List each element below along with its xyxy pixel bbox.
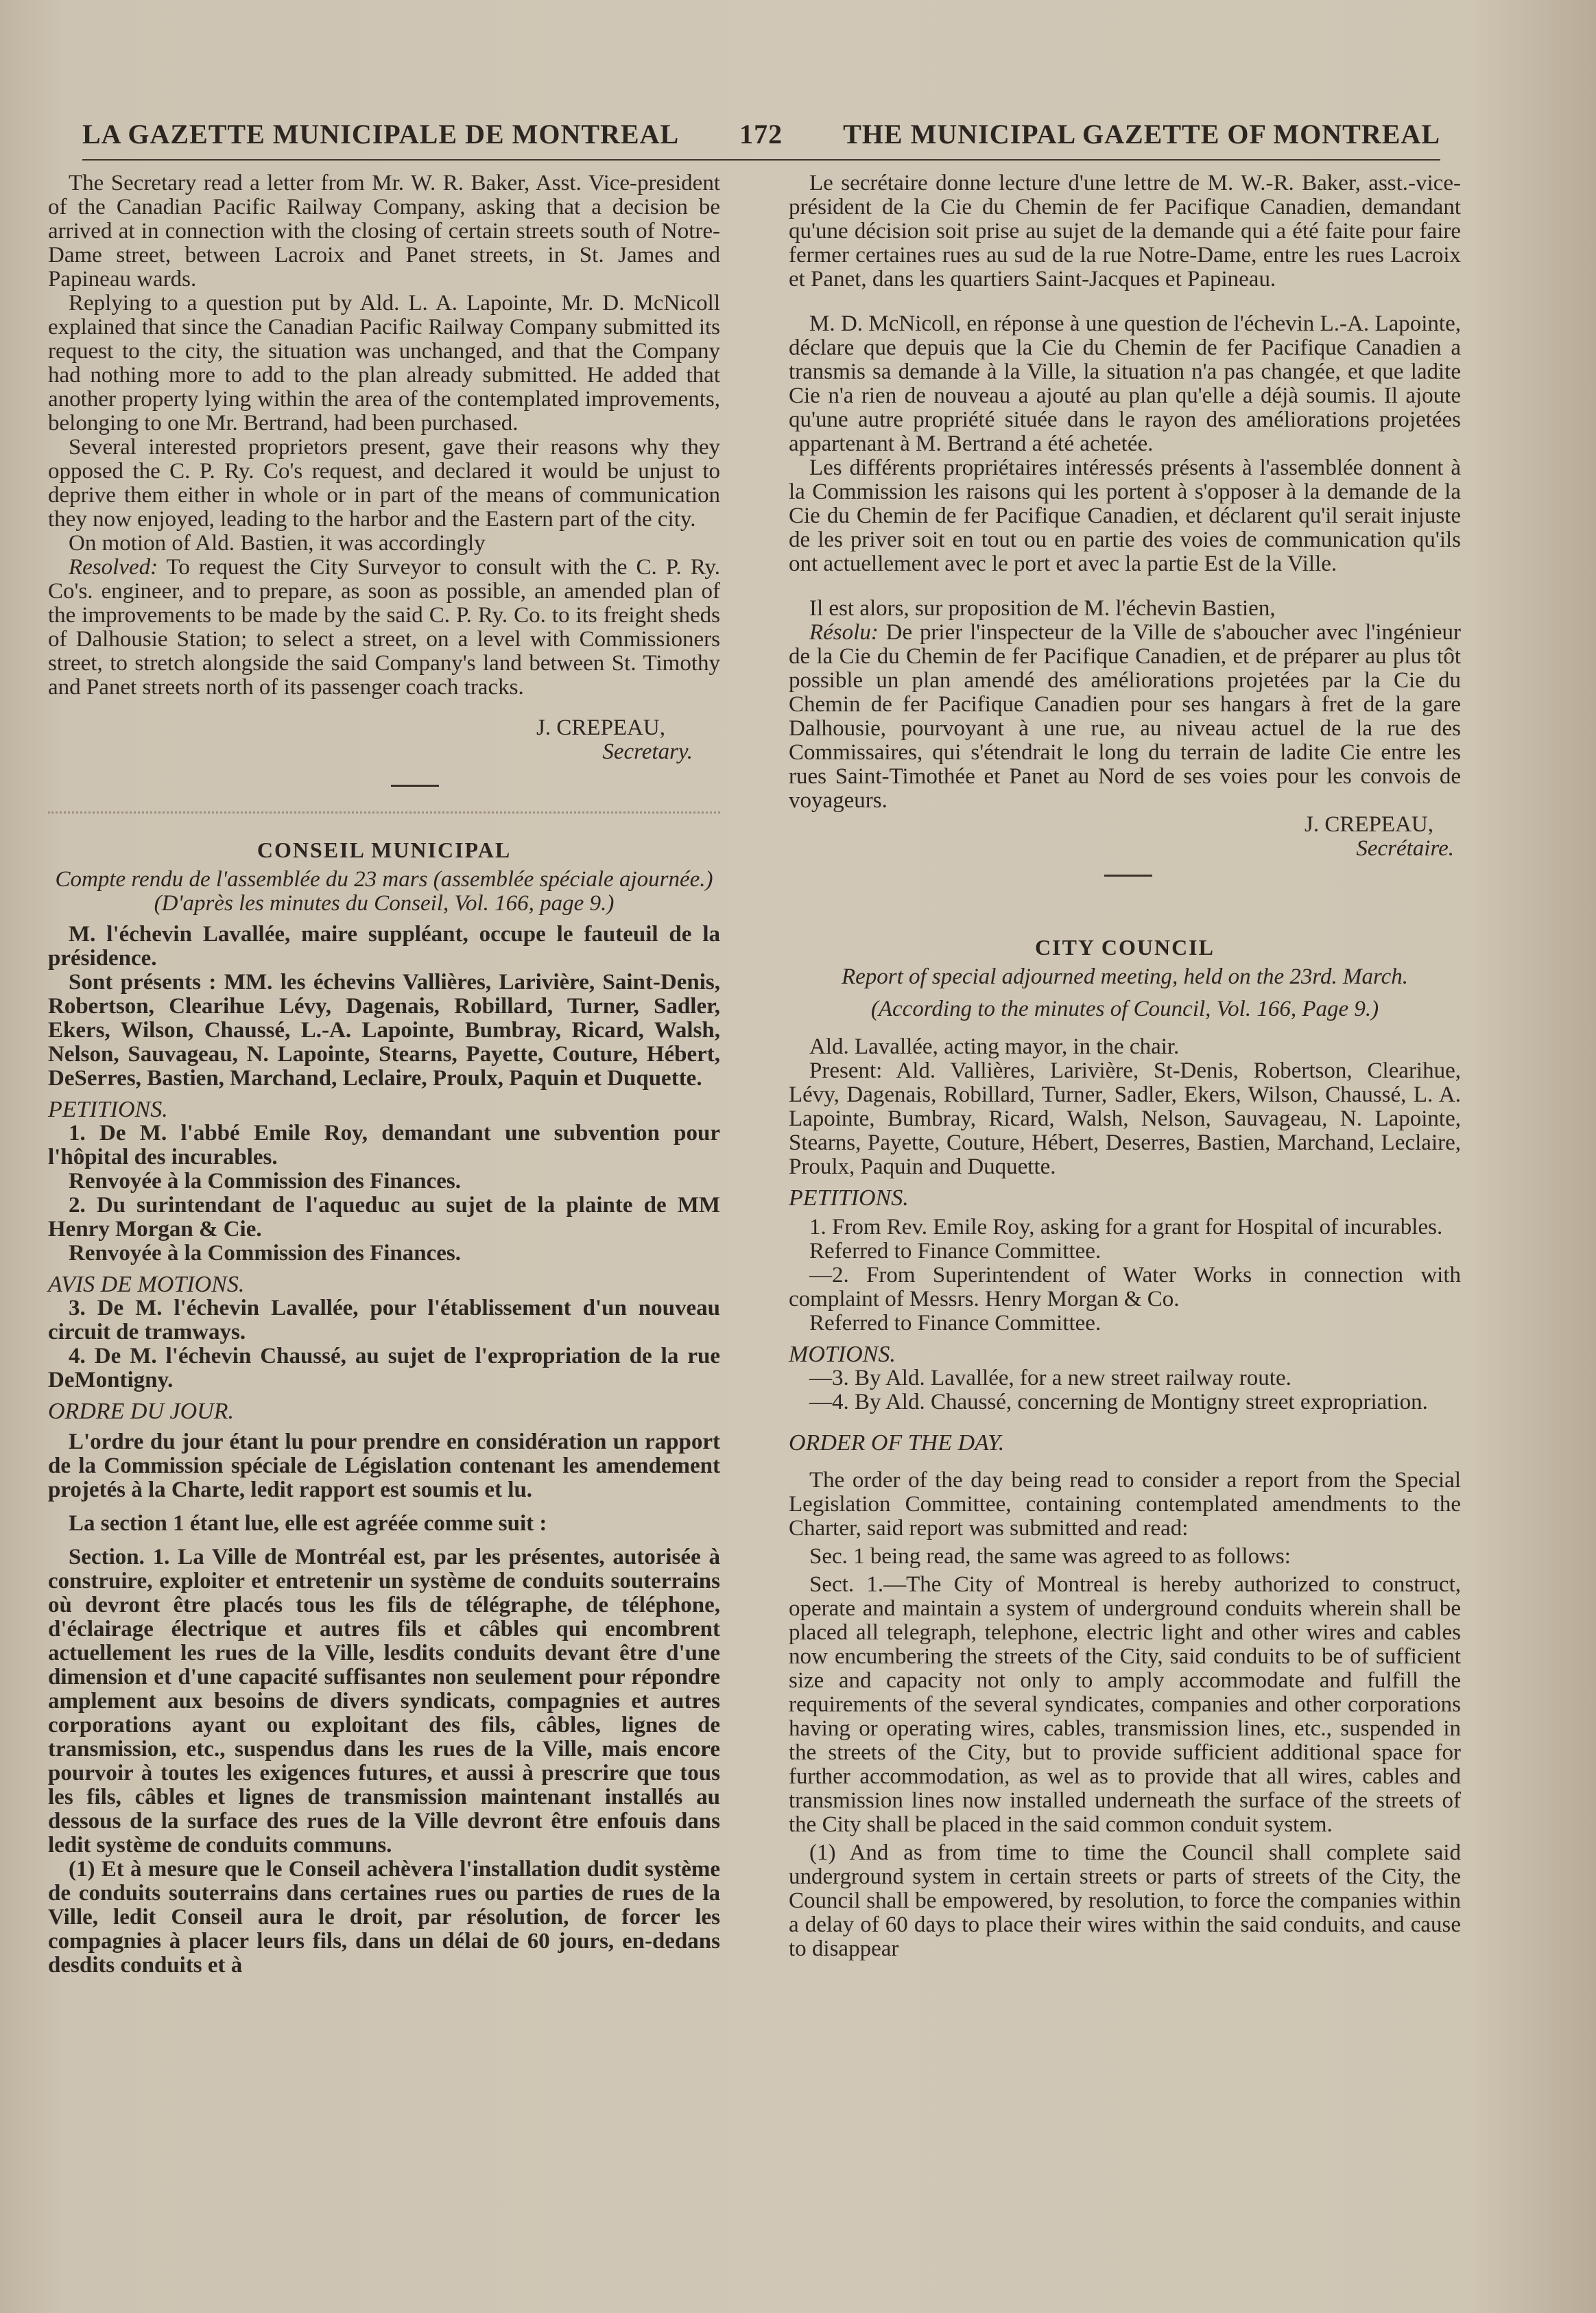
petition-referral: Referred to Finance Committee. xyxy=(809,1311,1101,1336)
paragraph: Several interested proprietors present, gave their reasons why they opposed the C. P. Ry. Co's request, and declared it would be unjust to deprive them either in whole or in part of the means of communication they now enjoyed, leading to the harbor and the Eastern part of the city. xyxy=(48,435,720,532)
paragraph: Replying to a question put by Ald. L. A. Lapointe, Mr. D. McNicoll explained that since the Canadian Pacific Railway Company submitted its request to the city, the situation was unchanged, and that the Company had nothing more to add to the plan already submitted. He added that another property lying within the area of the contemplated improvements, belonging to one Mr. Bertrand, had been purchased. xyxy=(48,291,720,436)
paragraph: The Secretary read a letter from Mr. W. R. Baker, Asst. Vice-president of the Canadian Pacific Railway Company, asking that a decision be arrived at in connection with the closing of certain streets south of Notre-Dame street, between Lacroix and Panet streets, in St. James and Papineau wards. xyxy=(48,171,720,292)
order-heading: ORDER OF THE DAY. xyxy=(789,1430,1005,1456)
subsection-1-text: (1) And as from time to time the Council shall complete said underground system in certain streets or parts of streets of the City, the Council shall be empowered, by resolution, to force the companies within a delay of 60 days to place their wires within the said conduits, and cause to disappear xyxy=(789,1840,1461,1961)
attendance: Present: Ald. Vallières, Larivière, St-Denis, Robertson, Clearihue, Lévy, Dagenais, Robillard, Turner, Sadler, Ekers, Wilson, Chaussé, L. A. Lapointe, Bumbray, Ricard, Walsh, Nelson, Sauvageau, N. Lapointe, Stearns, Payette, Couture, Hébert, Deserres, Bastien, Marchand, Leclaire, Proulx, Paquin and Duquette. xyxy=(789,1058,1461,1179)
signature-title: Secretary. xyxy=(602,739,693,764)
header-title-french: LA GAZETTE MUNICIPALE DE MONTREAL xyxy=(82,118,680,150)
chair-line: Ald. Lavallée, acting mayor, in the chair. xyxy=(809,1034,1180,1059)
signature-name: J. CREPEAU, xyxy=(536,715,665,740)
petition-referral: Renvoyée à la Commission des Finances. xyxy=(69,1169,461,1194)
motion-item: —3. By Ald. Lavallée, for a new street railway route. xyxy=(809,1366,1291,1390)
paragraph: M. D. McNicoll, en réponse à une question de l'échevin L.-A. Lapointe, déclare que depuis que la Cie du Chemin de fer Pacifique Canadien a transmis sa demande à la Ville, la situation n'a pas changée, et que ladite Cie n'a rien de nouveau a ajouté au plan qu'elle a déjà soumis. Il ajoute qu'une autre propriété située dans le rayon des améliorations projetées appartenant à M. Bertrand a été achetée. xyxy=(789,311,1461,456)
left-column xyxy=(48,171,720,1978)
motions-heading: MOTIONS. xyxy=(789,1342,896,1367)
order-paragraph: L'ordre du jour étant lu pour prendre en considération un rapport de la Commission spéciale de Législation contenant les amendement projetés à la Charte, ledit rapport est soumis et lu. xyxy=(48,1430,720,1502)
motion-item: 3. De M. l'échevin Lavallée, pour l'établissement d'un nouveau circuit de tramways. xyxy=(48,1296,720,1344)
section-title: CONSEIL MUNICIPAL xyxy=(257,838,512,862)
petition-item: 1. De M. l'abbé Emile Roy, demandant une subvention pour l'hôpital des incurables. xyxy=(48,1121,720,1170)
section-title: CITY COUNCIL xyxy=(1035,935,1215,960)
paragraph: On motion of Ald. Bastien, it was accordingly xyxy=(69,531,486,556)
right-column xyxy=(789,171,1461,1961)
section-1-text: Sect. 1.—The City of Montreal is hereby authorized to construct, operate and maintain a system of underground conduits wherein shall be placed all telegraph, telephone, electric light and other wires and cables now encumbering the streets of the City, said conduits to be of sufficient size and capacity not only to amply accommodate and fulfill the requirements of the several syndicates, companies and other corporations having or operating wires, cables, transmission lines, etc., suspended in the streets of the City, but to provide sufficient additional space for further accommodation, as wel as to provide that all wires, cables and transmission lines now installed underneath the surface of the streets of the City shall be placed in the said common conduit system. xyxy=(789,1572,1461,1837)
minutes-reference: (D'après les minutes du Conseil, Vol. 166, page 9.) xyxy=(154,891,615,916)
minutes-reference: (According to the minutes of Council, Vol. 166, Page 9.) xyxy=(870,997,1379,1021)
section-1-text: Section. 1. La Ville de Montréal est, par les présentes, autorisée à construire, exploiter et entretenir un système de conduits souterrains où devront être placés tous les fils de télégraphe, de téléphone, d'éclairage électrique et autres fils et câbles qui encombrent actuellement les rues de la Ville, lesdits conduits devant être d'une dimension et d'une capacité suffisantes non seulement pour répondre amplement aux besoins de divers syndicats, compagnies et autres corporations ayant ou exploitant des fils, câbles, lignes de transmission, etc., suspendus dans les rues de la Ville, mais encore pourvoir à toutes les exigences futures, et aussi à prescrire que tous les fils, câbles et lignes de transmission maintenant installés au dessous de la surface des rues de la Ville devront être enfouis dans ledit système de conduits communs. xyxy=(48,1545,720,1858)
chair-line: M. l'échevin Lavallée, maire suppléant, occupe le fauteuil de la présidence. xyxy=(48,922,720,971)
motion-item: 4. De M. l'échevin Chaussé, au sujet de l'expropriation de la rue DeMontigny. xyxy=(48,1344,720,1392)
subsection-1-text: (1) Et à mesure que le Conseil achèvera l'installation dudit système de conduits souterrains dans certaines rues ou parties de rues de la Ville, ledit Conseil aura le droit, par résolution, de forcer les compagnies à placer leurs fils, dans un délai de 60 jours, en-dedans desdits conduits et à xyxy=(48,1857,720,1978)
section-read-line: Sec. 1 being read, the same was agreed to as follows: xyxy=(809,1544,1291,1569)
header-rule xyxy=(82,159,1440,161)
petition-item: 2. Du surintendant de l'aqueduc au sujet de la plainte de MM Henry Morgan & Cie. xyxy=(48,1193,720,1242)
report-line: Report of special adjourned meeting, held on the 23rd. March. xyxy=(841,964,1409,989)
petition-item: 1. From Rev. Emile Roy, asking for a grant for Hospital of incurables. xyxy=(809,1215,1443,1239)
resolution xyxy=(48,556,720,700)
resolution-label: Résolu: xyxy=(809,620,879,645)
petition-referral: Renvoyée à la Commission des Finances. xyxy=(69,1241,461,1266)
paragraph: Il est alors, sur proposition de M. l'échevin Bastien, xyxy=(809,596,1276,621)
order-paragraph: The order of the day being read to consider a report from the Special Legislation Committee, containing contemplated amendments to the Charter, said report was submitted and read: xyxy=(789,1468,1461,1541)
page-header xyxy=(82,110,1440,158)
resolution-text: To request the City Surveyor to consult with the C. P. Ry. Co's. engineer, and to prepare, as soon as possible, an amended plan of the improvements to be made by the said C. P. Ry. Co. to its freight sheds of Dalhousie Station; to select a street, on a level with Commissioners street, to stretch alongside the said Company's land between St. Timothy and Panet streets north of its passenger coach tracks. xyxy=(48,555,720,700)
paragraph: Les différents propriétaires intéressés présents à l'assemblée donnent à la Commission les raisons qui les portent à s'opposer à la demande de la Cie du Chemin de fer Pacifique Canadien, et déclarent qu'il serait injuste de les priver soit en tout ou en partie des voies de communication qu'ils ont actuellement avec le port et avec la partie Est de la Ville. xyxy=(789,455,1461,576)
resolution xyxy=(789,621,1461,813)
resolution-label: Resolved: xyxy=(69,555,158,580)
paragraph: Le secrétaire donne lecture d'une lettre de M. W.-R. Baker, asst.-vice-président de la Cie du Chemin de fer Pacifique Canadien, demandant qu'une décision soit prise au sujet de la demande qui a été faite pour faire fermer certaines rues au sud de la rue Notre-Dame, entre les rues Lacroix et Panet, dans les quartiers Saint-Jacques et Papineau. xyxy=(789,171,1461,292)
petitions-heading: PETITIONS. xyxy=(48,1097,168,1122)
report-line: Compte rendu de l'assemblée du 23 mars (assemblée spéciale ajournée.) xyxy=(55,867,713,892)
section-read-line: La section 1 étant lue, elle est agréée comme suit : xyxy=(69,1511,547,1536)
petition-referral: Referred to Finance Committee. xyxy=(809,1239,1101,1264)
motion-item: —4. By Ald. Chaussé, concerning de Montigny street expropriation. xyxy=(809,1390,1428,1414)
petition-item: —2. From Superintendent of Water Works in connection with complaint of Messrs. Henry Morgan & Co. xyxy=(789,1263,1461,1312)
signature-title: Secrétaire. xyxy=(1356,836,1454,861)
page-number: 172 xyxy=(739,118,783,150)
petitions-heading: PETITIONS. xyxy=(789,1185,909,1211)
separator-rule xyxy=(1104,875,1152,877)
order-heading: ORDRE DU JOUR. xyxy=(48,1399,234,1424)
signature-name: J. CREPEAU, xyxy=(1305,812,1433,837)
notices-heading: AVIS DE MOTIONS. xyxy=(48,1272,245,1297)
header-title-english: THE MUNICIPAL GAZETTE OF MONTREAL xyxy=(843,118,1440,150)
resolution-text: De prier l'inspecteur de la Ville de s'aboucher avec l'ingénieur de la Cie du Chemin de fer Pacifique Canadien, et de préparer au plus tôt possible un plan amendé des améliorations projetées par la Cie du Chemin de fer Pacifique Canadien pour ses hangars à fret de la gare Dalhousie, pourvoyant à une rue, au niveau actuel de la rue des Commissaires, qui s'étendrait le long du terrain de ladite Cie entre les rues Saint-Timothée et Panet au Nord de ses voies pour les convois de voyageurs. xyxy=(789,620,1461,813)
dotted-divider xyxy=(48,811,720,814)
separator-rule xyxy=(391,785,439,787)
attendance: Sont présents : MM. les échevins Vallières, Larivière, Saint-Denis, Robertson, Clearihue Lévy, Dagenais, Robillard, Turner, Sadler, Ekers, Wilson, Chaussé, L.-A. Lapointe, Bumbray, Ricard, Walsh, Nelson, Sauvageau, N. Lapointe, Stearns, Payette, Couture, Hébert, DeSerres, Bastien, Marchand, Leclaire, Proulx, Paquin et Duquette. xyxy=(48,970,720,1091)
